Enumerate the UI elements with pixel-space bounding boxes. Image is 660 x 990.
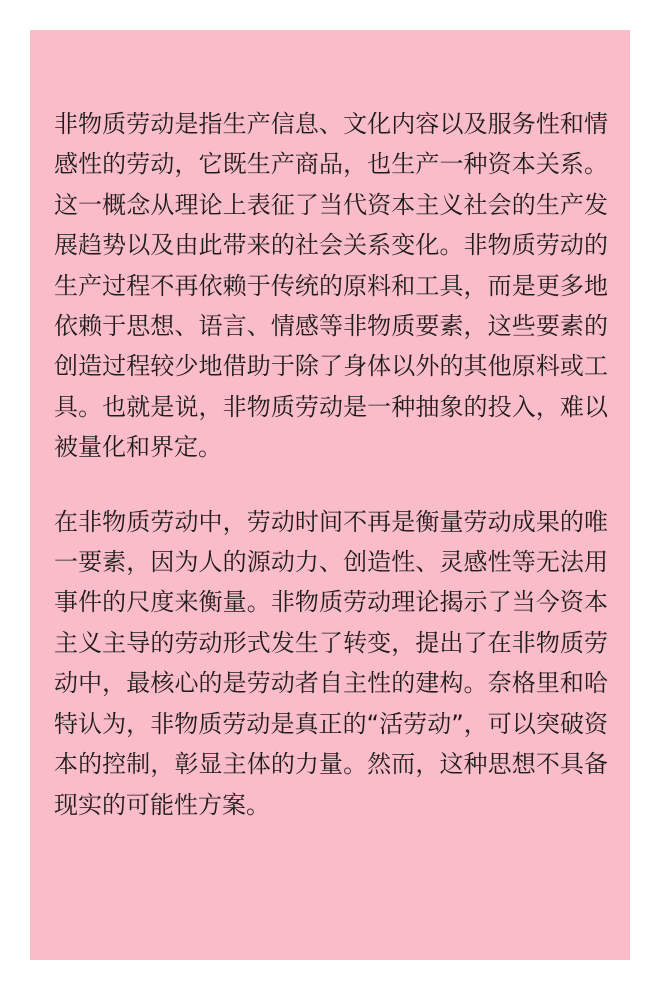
paragraph-1: 非物质劳动是指生产信息、文化内容以及服务性和情感性的劳动，它既生产商品，也生产一种资本关系。这一概念从理论上表征了当代资本主义社会的生产发展趋势以及由此带来的社会关系变化。非物质劳动的生产过程不再依赖于传统的原料和工具，而是更多地依赖于思想、语言、情感等非物质要素，这些要素的创造过程较少地借助于除了身体以外的其他原料或工具。也就是说，非物质劳动是一种抽象的投入，难以被量化和界定。 <box>54 110 608 462</box>
text-card <box>30 30 630 960</box>
paragraph-2: 在非物质劳动中，劳动时间不再是衡量劳动成果的唯一要素，因为人的源动力、创造性、灵感性等无法用事件的尺度来衡量。非物质劳动理论揭示了当今资本主义主导的劳动形式发生了转变，提出了在非物质劳动中，最核心的是劳动者自主性的建构。奈格里和哈特认为，非物质劳动是真正的“活劳动”，可以突破资本的控制，彰显主体的力量。然而，这种思想不具备现实的可能性方案。 <box>54 507 608 819</box>
